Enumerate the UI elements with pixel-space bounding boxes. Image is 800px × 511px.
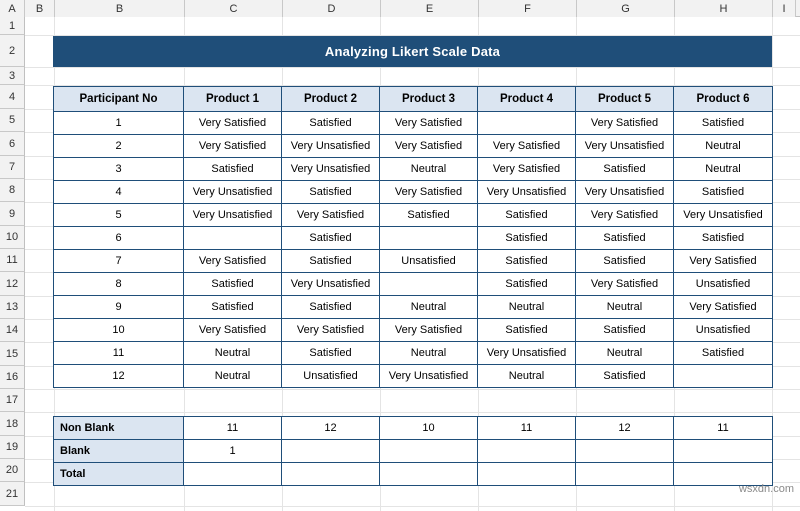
cell-response[interactable]: Unsatisfied (674, 273, 773, 296)
cell-response[interactable]: Very Unsatisfied (576, 135, 674, 158)
row-header-6[interactable]: 6 (0, 132, 25, 156)
cell-response[interactable]: Neutral (478, 296, 576, 319)
cell-response[interactable]: Very Satisfied (380, 319, 478, 342)
row-header-21[interactable]: 21 (0, 482, 25, 506)
column-header-product-1[interactable]: Product 1 (184, 87, 282, 112)
cell-response[interactable]: Very Unsatisfied (478, 181, 576, 204)
row-header-14[interactable]: 14 (0, 319, 25, 342)
gridline-horizontal (25, 412, 800, 413)
summary-cell[interactable] (282, 463, 380, 486)
cell-response[interactable]: Satisfied (576, 227, 674, 250)
cell-participant[interactable]: 8 (54, 273, 184, 296)
cell-response[interactable]: Satisfied (576, 365, 674, 388)
cell-participant[interactable]: 12 (54, 365, 184, 388)
table-row (54, 181, 773, 204)
cell-response[interactable]: Satisfied (184, 296, 282, 319)
cell-response[interactable]: Very Satisfied (282, 204, 380, 227)
gridline-horizontal (25, 389, 800, 390)
row-header-12[interactable]: 12 (0, 272, 25, 296)
cell-response[interactable]: Neutral (184, 365, 282, 388)
cell-response[interactable]: Satisfied (576, 250, 674, 273)
cell-response[interactable] (184, 227, 282, 250)
summary-cell[interactable] (184, 463, 282, 486)
column-header-participant-no[interactable]: Participant No (54, 87, 184, 112)
cell-response[interactable]: Neutral (576, 342, 674, 365)
row-header-1[interactable]: 1 (0, 17, 25, 35)
cell-response[interactable]: Very Satisfied (674, 250, 773, 273)
summary-cell[interactable]: 1 (184, 440, 282, 463)
row-header-16[interactable]: 16 (0, 366, 25, 389)
cell-participant[interactable]: 7 (54, 250, 184, 273)
table-row (54, 250, 773, 273)
row-header-15[interactable]: 15 (0, 342, 25, 366)
cell-response[interactable]: Satisfied (478, 273, 576, 296)
cell-response[interactable]: Very Unsatisfied (282, 273, 380, 296)
cell-participant[interactable]: 9 (54, 296, 184, 319)
cell-response[interactable]: Very Satisfied (282, 319, 380, 342)
summary-cell[interactable] (674, 440, 773, 463)
summary-table (53, 416, 773, 486)
cell-response[interactable]: Very Unsatisfied (184, 204, 282, 227)
cell-response[interactable]: Neutral (184, 342, 282, 365)
column-header-product-3[interactable]: Product 3 (380, 87, 478, 112)
row-header-7[interactable]: 7 (0, 156, 25, 179)
cell-response[interactable]: Very Unsatisfied (380, 365, 478, 388)
cell-response[interactable] (674, 365, 773, 388)
table-row (54, 296, 773, 319)
cell-response[interactable]: Very Unsatisfied (674, 204, 773, 227)
cell-response[interactable]: Very Satisfied (184, 135, 282, 158)
cell-response[interactable]: Very Satisfied (576, 204, 674, 227)
row-header-8[interactable]: 8 (0, 179, 25, 202)
summary-cell[interactable] (478, 463, 576, 486)
row-header-10[interactable]: 10 (0, 226, 25, 249)
cell-response[interactable]: Satisfied (576, 158, 674, 181)
row-header-3[interactable]: 3 (0, 67, 25, 85)
row-header-2[interactable]: 2 (0, 35, 25, 67)
cell-response[interactable] (380, 227, 478, 250)
cell-participant[interactable]: 1 (54, 112, 184, 135)
cell-response[interactable]: Satisfied (478, 204, 576, 227)
cell-response[interactable]: Very Satisfied (576, 112, 674, 135)
cell-response[interactable]: Satisfied (380, 204, 478, 227)
cell-response[interactable]: Satisfied (674, 181, 773, 204)
cell-response[interactable]: Very Satisfied (184, 112, 282, 135)
cell-response[interactable]: Satisfied (478, 227, 576, 250)
summary-row-non-blank (54, 417, 773, 440)
cell-response[interactable]: Satisfied (282, 112, 380, 135)
row-header-4[interactable]: 4 (0, 85, 25, 109)
column-header-B2[interactable]: B (55, 0, 185, 17)
gridline-horizontal (25, 506, 800, 507)
cell-participant[interactable]: 4 (54, 181, 184, 204)
cell-response[interactable]: Neutral (674, 158, 773, 181)
row-header-5[interactable]: 5 (0, 109, 25, 132)
summary-cell[interactable] (576, 463, 674, 486)
cell-response[interactable]: Satisfied (282, 227, 380, 250)
summary-cell[interactable] (478, 440, 576, 463)
cell-response[interactable]: Neutral (380, 158, 478, 181)
cell-response[interactable]: Satisfied (576, 319, 674, 342)
cell-response[interactable]: Satisfied (184, 273, 282, 296)
cell-response[interactable]: Very Unsatisfied (576, 181, 674, 204)
table-row (54, 204, 773, 227)
cell-response[interactable]: Very Satisfied (674, 296, 773, 319)
summary-cell[interactable]: 12 (576, 417, 674, 440)
column-header-G[interactable]: G (577, 0, 675, 17)
row-header-17[interactable]: 17 (0, 389, 25, 412)
cell-response[interactable]: Very Unsatisfied (282, 135, 380, 158)
cell-response[interactable]: Very Satisfied (380, 135, 478, 158)
summary-label-total[interactable]: Total (54, 463, 184, 486)
summary-cell[interactable] (380, 463, 478, 486)
summary-label-blank[interactable]: Blank (54, 440, 184, 463)
cell-participant[interactable]: 2 (54, 135, 184, 158)
cell-response[interactable]: Satisfied (282, 296, 380, 319)
cell-response[interactable]: Satisfied (282, 342, 380, 365)
cell-response[interactable]: Satisfied (282, 250, 380, 273)
summary-cell[interactable]: 11 (478, 417, 576, 440)
row-header-20[interactable]: 20 (0, 459, 25, 482)
summary-row-total (54, 463, 773, 486)
cell-response[interactable]: Neutral (576, 296, 674, 319)
cell-response[interactable]: Neutral (380, 296, 478, 319)
cell-response[interactable]: Very Satisfied (576, 273, 674, 296)
summary-row-blank (54, 440, 773, 463)
cell-participant[interactable]: 11 (54, 342, 184, 365)
cell-response[interactable]: Very Satisfied (478, 158, 576, 181)
cell-participant[interactable]: 10 (54, 319, 184, 342)
cell-response[interactable]: Unsatisfied (282, 365, 380, 388)
cell-response[interactable] (380, 273, 478, 296)
column-header-product-6[interactable]: Product 6 (674, 87, 773, 112)
cell-response[interactable]: Very Unsatisfied (282, 158, 380, 181)
table-row (54, 365, 773, 388)
table-row (54, 273, 773, 296)
page-title: Analyzing Likert Scale Data (53, 36, 772, 67)
cell-response[interactable]: Very Satisfied (380, 112, 478, 135)
summary-label-non-blank[interactable]: Non Blank (54, 417, 184, 440)
cell-response[interactable]: Satisfied (184, 158, 282, 181)
cell-response[interactable]: Very Unsatisfied (184, 181, 282, 204)
summary-cell[interactable] (380, 440, 478, 463)
cell-participant[interactable]: 5 (54, 204, 184, 227)
row-header-18[interactable]: 18 (0, 412, 25, 436)
column-header-D[interactable]: D (283, 0, 381, 17)
watermark-text: wsxdn.com (738, 483, 794, 495)
summary-cell[interactable]: 10 (380, 417, 478, 440)
cell-response[interactable]: Satisfied (478, 250, 576, 273)
column-header-C[interactable]: C (185, 0, 283, 17)
cell-response[interactable]: Very Satisfied (380, 181, 478, 204)
summary-cell[interactable]: 12 (282, 417, 380, 440)
cell-participant[interactable]: 3 (54, 158, 184, 181)
cell-response[interactable]: Neutral (674, 135, 773, 158)
row-header-11[interactable]: 11 (0, 249, 25, 272)
table-row (54, 112, 773, 135)
summary-cell[interactable] (576, 440, 674, 463)
cell-response[interactable]: Satisfied (478, 319, 576, 342)
column-header-row (0, 0, 800, 17)
cell-response[interactable]: Very Satisfied (478, 135, 576, 158)
cell-participant[interactable]: 6 (54, 227, 184, 250)
table-header-row (54, 87, 773, 112)
gridline-horizontal (25, 67, 800, 68)
column-header-product-5[interactable]: Product 5 (576, 87, 674, 112)
cell-response[interactable]: Very Satisfied (184, 250, 282, 273)
cell-response[interactable]: Neutral (380, 342, 478, 365)
column-header-B[interactable]: B (25, 0, 55, 17)
row-header-13[interactable]: 13 (0, 296, 25, 319)
cell-response[interactable]: Very Satisfied (184, 319, 282, 342)
row-header-column (0, 17, 25, 506)
column-header-E[interactable]: E (381, 0, 479, 17)
table-row (54, 158, 773, 181)
cell-response[interactable]: Satisfied (674, 227, 773, 250)
summary-cell[interactable]: 11 (184, 417, 282, 440)
likert-data-table (53, 86, 773, 388)
table-row (54, 135, 773, 158)
column-header-product-2[interactable]: Product 2 (282, 87, 380, 112)
cell-response[interactable]: Satisfied (282, 181, 380, 204)
cell-response[interactable]: Satisfied (674, 342, 773, 365)
cell-response[interactable]: Unsatisfied (674, 319, 773, 342)
table-row (54, 319, 773, 342)
summary-cell[interactable]: 11 (674, 417, 773, 440)
column-header-H[interactable]: H (675, 0, 773, 17)
cell-response[interactable]: Unsatisfied (380, 250, 478, 273)
column-header-A[interactable]: A (0, 0, 25, 17)
cell-response[interactable]: Very Unsatisfied (478, 342, 576, 365)
cell-response[interactable] (478, 112, 576, 135)
table-row (54, 227, 773, 250)
row-header-9[interactable]: 9 (0, 202, 25, 226)
cell-response[interactable]: Neutral (478, 365, 576, 388)
row-header-19[interactable]: 19 (0, 436, 25, 459)
column-header-I[interactable]: I (773, 0, 796, 17)
column-header-product-4[interactable]: Product 4 (478, 87, 576, 112)
cell-response[interactable]: Satisfied (674, 112, 773, 135)
summary-cell[interactable] (282, 440, 380, 463)
column-header-F[interactable]: F (479, 0, 577, 17)
table-row (54, 342, 773, 365)
